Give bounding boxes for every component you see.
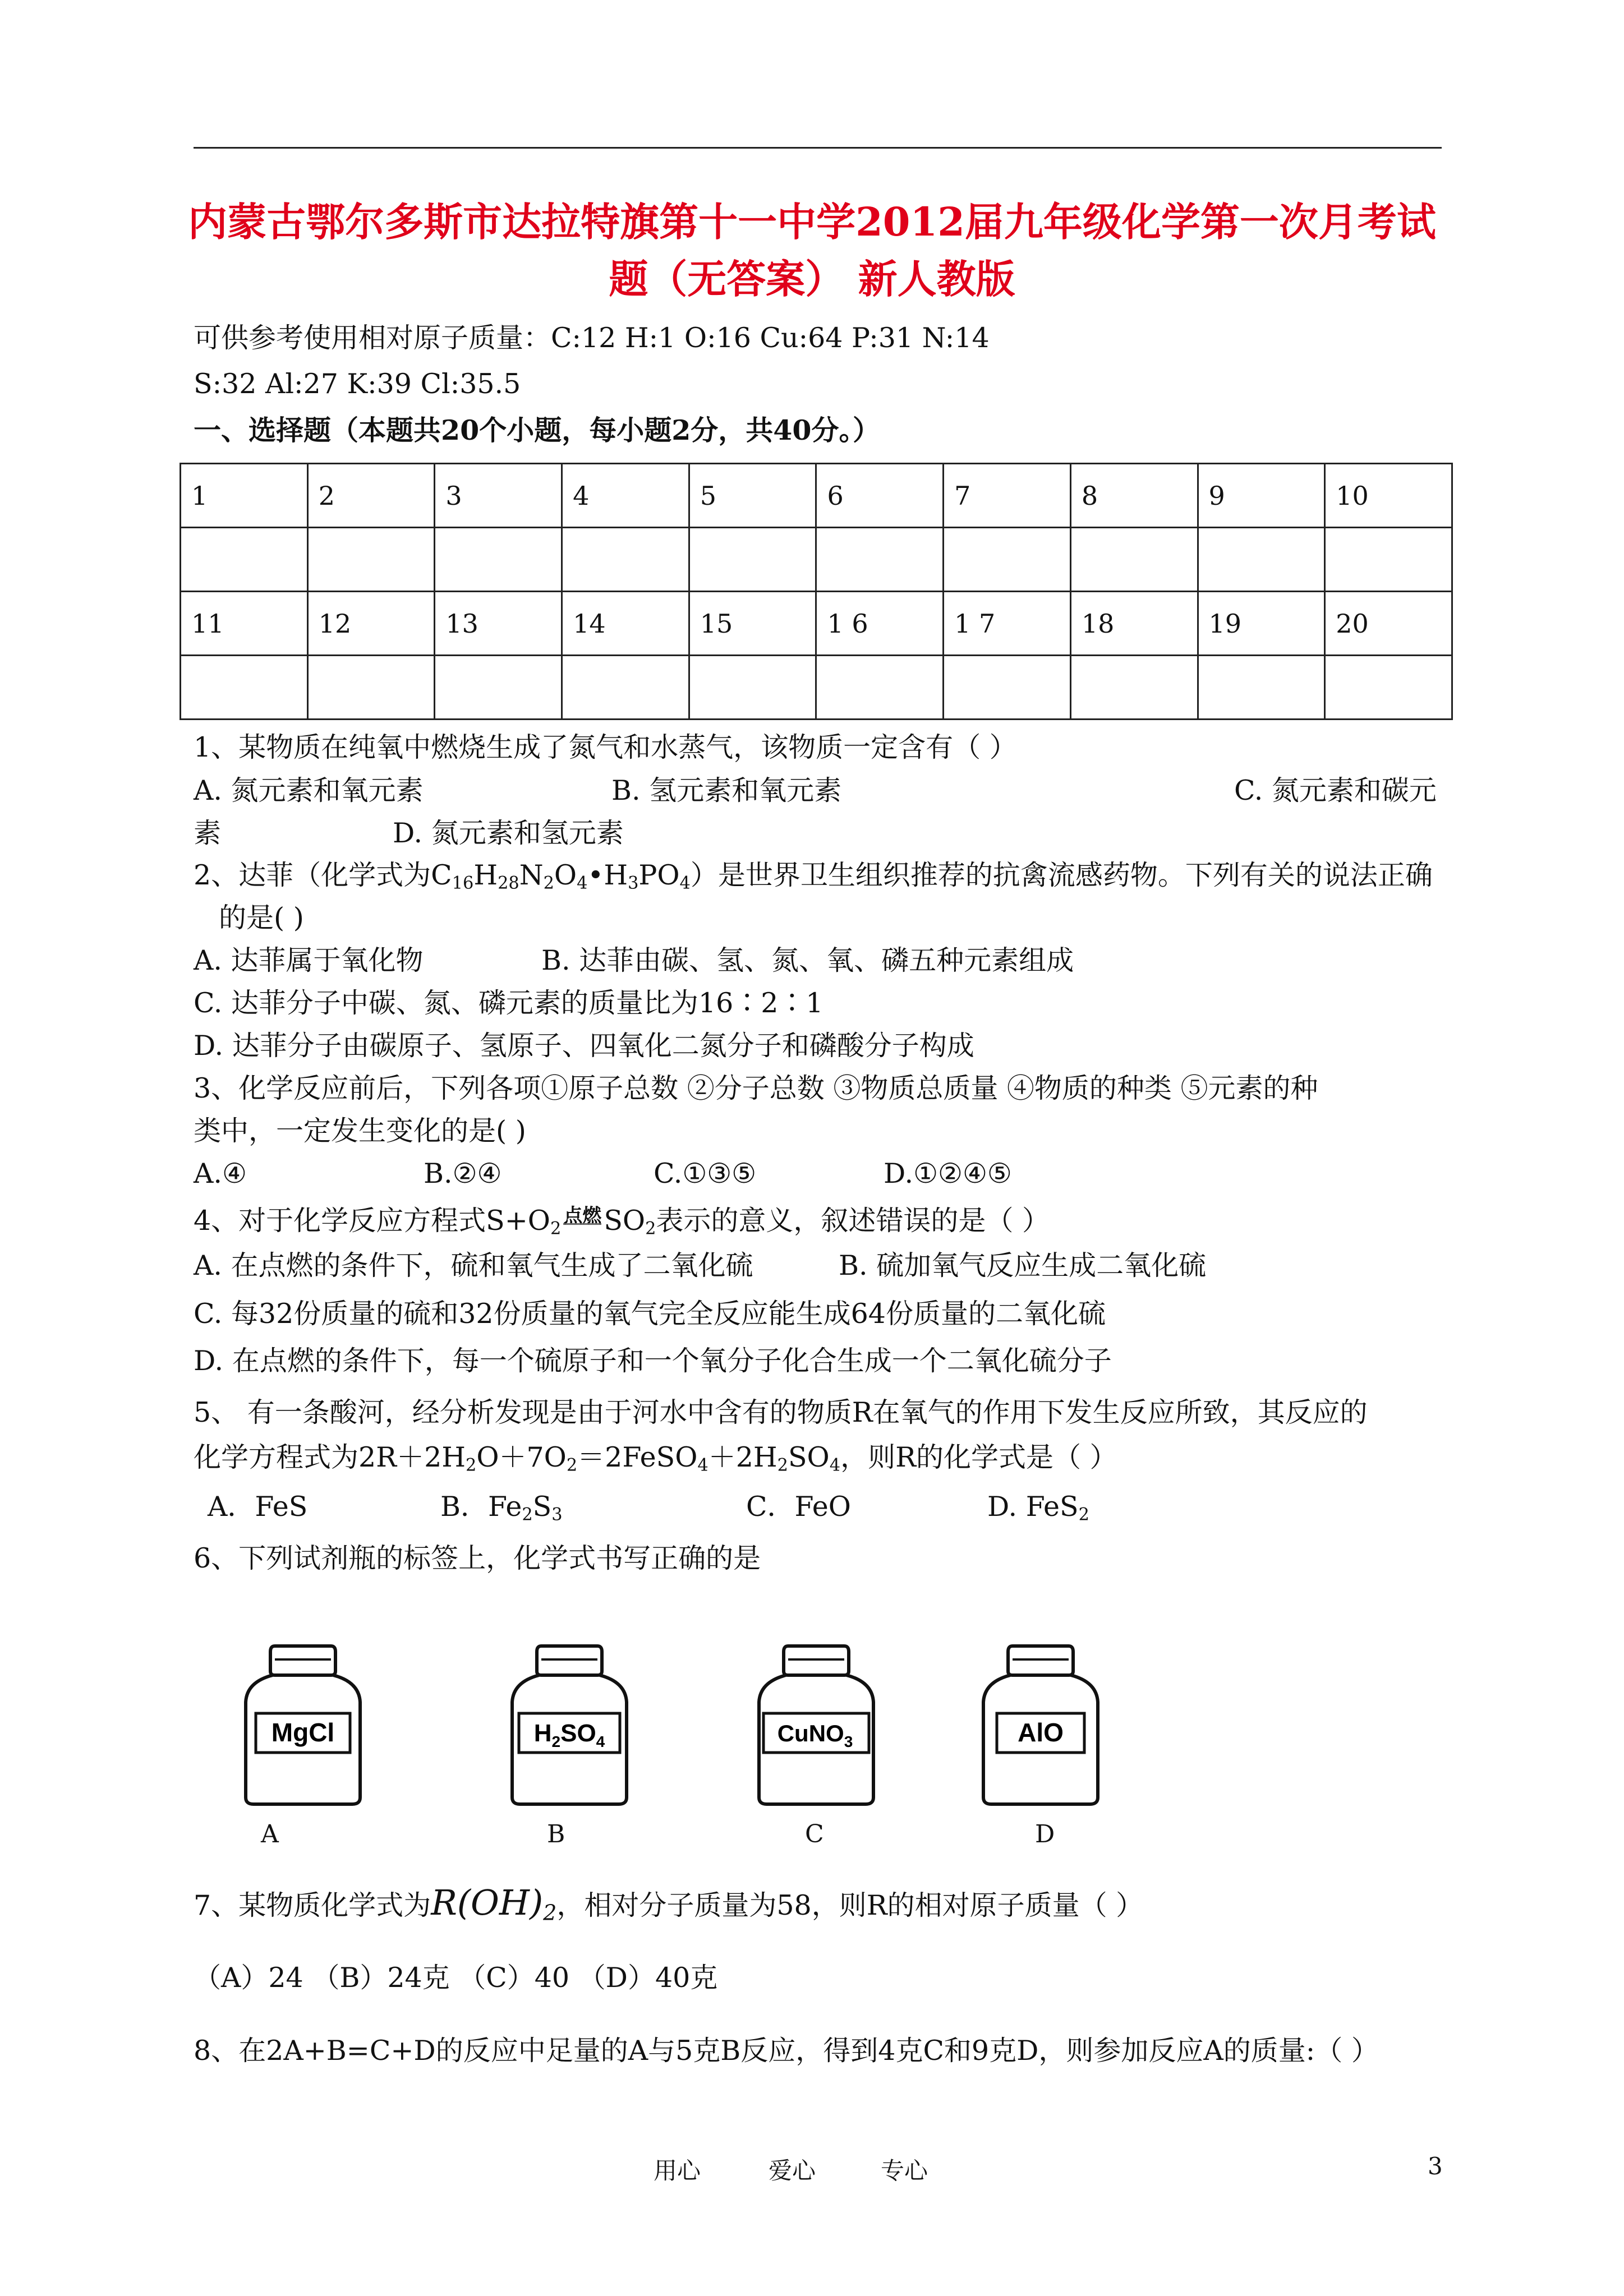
question-1: 1、某物质在纯氧中燃烧生成了氮气和水蒸气，该物质一定含有（ ） <box>194 731 1017 763</box>
answer-cell[interactable] <box>1325 528 1452 592</box>
subscript: 2 <box>543 873 554 893</box>
table-cell: 19 <box>1198 592 1325 656</box>
bottle-a-caption: A <box>261 1820 279 1848</box>
question-2-line2: 的是( ) <box>219 902 304 934</box>
answer-cell[interactable] <box>307 528 435 592</box>
question-3: 3、化学反应前后，下列各项①原子总数 ②分子总数 ③物质总质量 ④物质的种类 ⑤元素的种 <box>194 1072 1318 1104</box>
subscript: 2 <box>566 1455 578 1476</box>
subscript: 2 <box>645 1219 656 1239</box>
subscript: 4 <box>679 873 691 893</box>
question-5-line2 <box>194 1440 1117 1483</box>
label-part: CuNO <box>777 1720 844 1746</box>
subscript: 2 <box>465 1455 477 1476</box>
q5-text: O＋7O <box>476 1441 567 1473</box>
subscript: 4 <box>577 873 588 893</box>
question-8: 8、在2A+B=C+D的反应中足量的A与5克B反应，得到4克C和9克D，则参加反应A的质量:（ ） <box>194 2035 1379 2067</box>
q4-text: 表示的意义，叙述错误的是（ ） <box>656 1205 1050 1237</box>
footer-text-1: 用心 <box>654 2157 701 2184</box>
answer-cell[interactable] <box>562 656 689 720</box>
q2-option-d[interactable]: D. 达菲分子由碳原子、氢原子、四氧化二氮分子和磷酸分子构成 <box>194 1030 974 1062</box>
section-heading: 一、选择题（本题共20个小题，每小题2分，共40分。） <box>194 414 880 446</box>
q1-option-c-wrap: 素 <box>194 817 222 849</box>
q5-option-c[interactable]: C．FeO <box>746 1491 851 1523</box>
q2-text: ）是世界卫生组织推荐的抗禽流感药物。下列有关的说法正确 <box>690 859 1433 891</box>
answer-cell[interactable] <box>1198 656 1325 720</box>
bottle-c-label <box>778 1720 853 1750</box>
table-cell: 1 7 <box>944 592 1071 656</box>
question-2 <box>194 858 1433 901</box>
table-cell: 13 <box>435 592 562 656</box>
table-cell: 6 <box>816 464 944 528</box>
subscript: 2 <box>1078 1505 1089 1525</box>
table-cell: 10 <box>1325 464 1452 528</box>
answer-cell[interactable] <box>1198 528 1325 592</box>
q5-text: ，则R的化学式是（ ） <box>840 1441 1117 1473</box>
table-cell: 12 <box>307 592 435 656</box>
answer-cell[interactable] <box>1070 656 1198 720</box>
table-cell: 8 <box>1070 464 1198 528</box>
q5-b-text: S <box>532 1491 552 1523</box>
page-number: 3 <box>1428 2152 1443 2180</box>
q4-option-d[interactable]: D. 在点燃的条件下，每一个硫原子和一个氧分子化合生成一个二氧化硫分子 <box>194 1345 1112 1377</box>
q2-option-a[interactable]: A. 达菲属于氧化物 <box>194 944 424 976</box>
footer-text-2: 爱心 <box>769 2157 816 2184</box>
q5-text: ＋2H <box>708 1441 778 1473</box>
q5-option-d[interactable] <box>987 1490 1089 1533</box>
question-7 <box>194 1882 1144 1930</box>
answer-cell[interactable] <box>689 528 816 592</box>
answer-cell[interactable] <box>816 528 944 592</box>
answer-table-header-row-2 <box>181 592 1452 656</box>
q2-text: H <box>473 859 498 891</box>
reagent-bottle-d[interactable] <box>973 1640 1108 1809</box>
reagent-bottle-a[interactable] <box>236 1640 370 1809</box>
question-4 <box>194 1204 1050 1247</box>
q7-options[interactable]: （A）24 （B）24克 （C）40 （D）40克 <box>194 1962 718 1994</box>
bottle-b-label <box>534 1719 605 1750</box>
q2-text: PO <box>638 859 680 891</box>
subscript: 4 <box>829 1455 841 1476</box>
q1-option-a[interactable]: A. 氮元素和氧元素 <box>194 774 424 806</box>
formula-r-oh: R(OH) <box>431 1882 544 1923</box>
answer-table-blank-row-2 <box>181 656 1452 720</box>
subscript: 2 <box>550 1219 562 1239</box>
subscript: 2 <box>522 1505 533 1525</box>
answer-table-blank-row-1 <box>181 528 1452 592</box>
q2-option-b[interactable]: B. 达菲由碳、氢、氮、氧、磷五种元素组成 <box>541 944 1074 976</box>
q1-option-d[interactable]: D. 氮元素和氢元素 <box>393 817 624 849</box>
table-cell: 1 <box>181 464 308 528</box>
answer-cell[interactable] <box>562 528 689 592</box>
answer-cell[interactable] <box>181 528 308 592</box>
subscript: 4 <box>697 1455 709 1476</box>
answer-cell[interactable] <box>181 656 308 720</box>
bottle-a-label: MgCl <box>271 1718 335 1747</box>
answer-table <box>180 463 1453 720</box>
bottle-d-label: AlO <box>1018 1718 1064 1747</box>
question-3-line2: 类中，一定发生变化的是( ) <box>194 1115 526 1147</box>
q4-option-b[interactable]: B. 硫加氧气反应生成二氧化硫 <box>839 1250 1207 1281</box>
footer-text-3: 专心 <box>881 2157 928 2184</box>
q5-d-text: D. FeS <box>987 1491 1079 1523</box>
q3-option-c[interactable]: C.①③⑤ <box>654 1158 757 1190</box>
q7-text: 7、某物质化学式为 <box>194 1889 431 1921</box>
subscript: 28 <box>498 873 519 893</box>
q4-text: SO <box>604 1205 646 1237</box>
table-cell: 20 <box>1325 592 1452 656</box>
q2-option-c[interactable]: C. 达菲分子中碳、氮、磷元素的质量比为16∶2∶1 <box>194 987 823 1019</box>
answer-cell[interactable] <box>944 528 1071 592</box>
answer-cell[interactable] <box>689 656 816 720</box>
q4-option-a[interactable]: A. 在点燃的条件下，硫和氧气生成了二氧化硫 <box>194 1250 753 1281</box>
answer-cell[interactable] <box>1070 528 1198 592</box>
bottle-b-caption: B <box>547 1820 565 1848</box>
q5-text: ＝2FeSO <box>577 1441 698 1473</box>
q5-option-a[interactable]: A．FeS <box>208 1491 308 1523</box>
answer-cell[interactable] <box>944 656 1071 720</box>
q3-option-d[interactable]: D.①②④⑤ <box>884 1158 1012 1190</box>
question-6: 6、下列试剂瓶的标签上，化学式书写正确的是 <box>194 1542 761 1574</box>
q4-text: 4、对于化学反应方程式S+O <box>194 1205 550 1237</box>
q2-text: •H <box>587 859 628 891</box>
q3-option-b[interactable]: B.②④ <box>424 1158 502 1190</box>
table-cell: 1 6 <box>816 592 944 656</box>
q4-option-c[interactable]: C. 每32份质量的硫和32份质量的氧气完全反应能生成64份质量的二氧化硫 <box>194 1298 1106 1330</box>
subscript: 16 <box>452 873 474 893</box>
q5-option-b[interactable] <box>440 1490 563 1533</box>
q2-text: N <box>519 859 544 891</box>
bottle-d-caption: D <box>1035 1820 1055 1848</box>
question-5: 5、 有一条酸河，经分析发现是由于河水中含有的物质R在氧气的作用下发生反应所致，其反应的 <box>194 1396 1368 1428</box>
reaction-condition <box>563 1207 601 1228</box>
q2-text: 2、达菲（化学式为C <box>194 859 452 891</box>
table-cell: 9 <box>1198 464 1325 528</box>
table-cell: 3 <box>435 464 562 528</box>
table-cell: 14 <box>562 592 689 656</box>
q1-option-b[interactable]: B. 氢元素和氧元素 <box>611 774 842 806</box>
q2-text: O <box>554 859 577 891</box>
table-cell: 15 <box>689 592 816 656</box>
label-subscript: 4 <box>596 1733 605 1750</box>
label-part: SO <box>560 1719 596 1747</box>
q7-text: ，相对分子质量为58，则R的相对原子质量（ ） <box>556 1889 1144 1921</box>
page-title-line2: 题（无答案） 新人教版 <box>609 256 1015 302</box>
subscript: 3 <box>628 873 639 893</box>
label-subscript: 2 <box>551 1733 561 1750</box>
answer-cell[interactable] <box>435 528 562 592</box>
table-cell: 4 <box>562 464 689 528</box>
page-title-line1: 内蒙古鄂尔多斯市达拉特旗第十一中学2012届九年级化学第一次月考试 <box>188 199 1436 245</box>
table-cell: 7 <box>944 464 1071 528</box>
q5-b-text: B．Fe <box>440 1491 522 1523</box>
label-part: H <box>533 1719 552 1747</box>
subscript: 2 <box>543 1900 557 1925</box>
condition-label: 点燃 <box>563 1205 602 1227</box>
label-subscript: 3 <box>844 1733 853 1750</box>
reagent-bottle-b[interactable] <box>502 1640 637 1809</box>
bottle-c-caption: C <box>805 1820 824 1848</box>
q5-text: 化学方程式为2R＋2H <box>194 1441 466 1473</box>
subscript: 2 <box>777 1455 788 1476</box>
header-rule <box>194 147 1442 149</box>
q3-option-a[interactable]: A.④ <box>194 1158 247 1190</box>
answer-cell[interactable] <box>816 656 944 720</box>
q1-option-c[interactable]: C. 氮元素和碳元 <box>1234 774 1437 806</box>
answer-cell[interactable] <box>1325 656 1452 720</box>
answer-table-header-row-1 <box>181 464 1452 528</box>
q5-text: SO <box>788 1441 830 1473</box>
table-cell: 2 <box>307 464 435 528</box>
answer-cell[interactable] <box>435 656 562 720</box>
reagent-bottle-c[interactable] <box>749 1640 884 1809</box>
table-cell: 11 <box>181 592 308 656</box>
table-cell: 18 <box>1070 592 1198 656</box>
table-cell: 5 <box>689 464 816 528</box>
atomic-mass-ref-1: 可供参考使用相对原子质量：C:12 H:1 O:16 Cu:64 P:31 N:14 <box>194 322 990 354</box>
subscript: 3 <box>551 1505 563 1525</box>
answer-cell[interactable] <box>307 656 435 720</box>
atomic-mass-ref-2: S:32 Al:27 K:39 Cl:35.5 <box>194 368 521 400</box>
